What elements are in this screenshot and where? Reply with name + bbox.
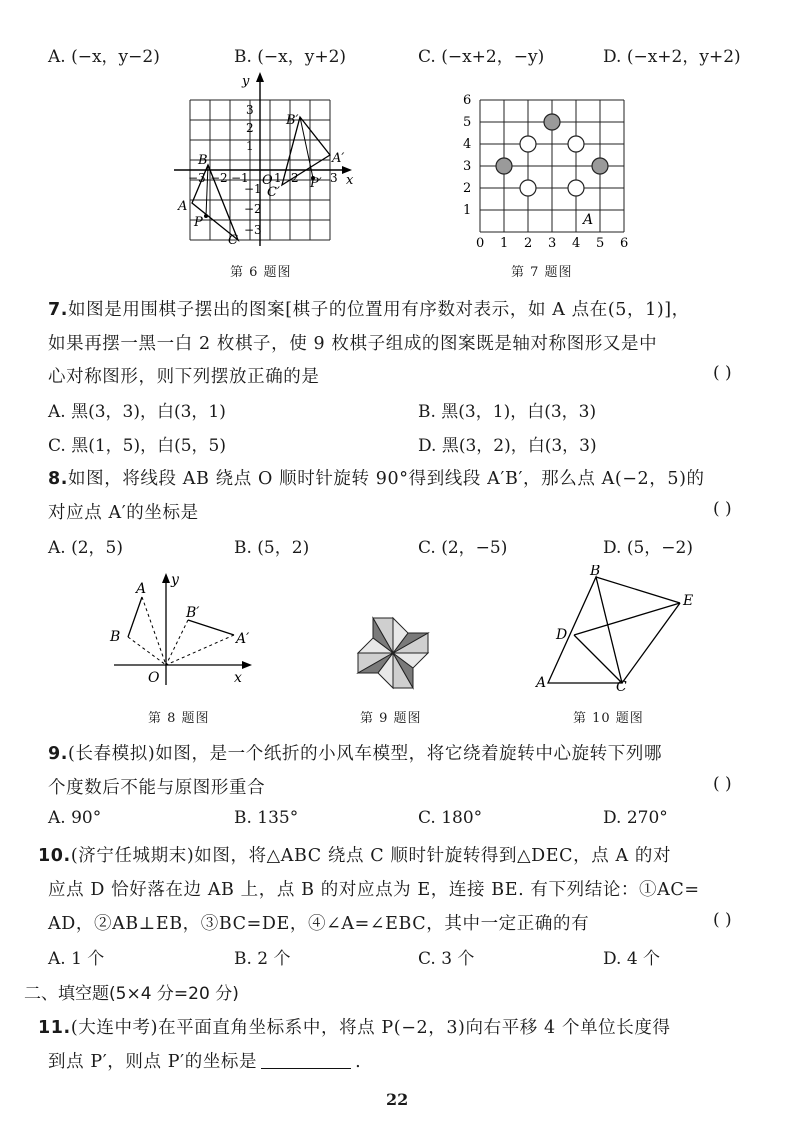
q10-answer-paren[interactable]: ( ) (713, 910, 732, 930)
figure-8-rotation (100, 565, 260, 690)
fig7-x-tick-3: 3 (548, 236, 557, 250)
q9-text-1: (长春模拟)如图，是一个纸折的小风车模型，将它绕着旋转中心旋转下列哪 (68, 744, 663, 764)
q7-line-3: 心对称图形，则下列摆放正确的是 (48, 367, 320, 387)
fig8-b1-label: B′ (186, 605, 200, 621)
fig10-b-label: B (590, 565, 601, 579)
figure-6-coordinate-grid (170, 70, 360, 250)
fig6-y2: 2 (246, 121, 254, 135)
q7-option-c: C. 黑(1，5)，白(5，5) (48, 436, 227, 456)
fig6-a-label: A (178, 199, 188, 214)
q10-option-d: D. 4 个 (603, 949, 661, 969)
fig10-a-label: A (536, 675, 547, 691)
q8-line-2: 对应点 A′的坐标是 (48, 503, 199, 523)
fig7-a-label: A (583, 212, 594, 228)
fig6-y-label: y (242, 74, 250, 89)
fig7-y-tick-1: 1 (463, 203, 472, 218)
q11-answer-blank[interactable] (261, 1067, 351, 1069)
q7-answer-paren[interactable]: ( ) (713, 363, 732, 383)
q9-option-c: C. 180° (418, 808, 483, 828)
fig6-xm1: −1 (231, 171, 249, 185)
q9-option-d: D. 270° (603, 808, 668, 828)
section-2-title: 二、填空题(5×4 分=20 分) (24, 984, 239, 1004)
figure-8-caption: 第 8 题图 (148, 711, 210, 726)
fig8-o-label: O (148, 670, 160, 686)
fig6-ym3: −3 (244, 223, 262, 237)
q7-text-1: 如图是用围棋子摆出的图案[棋子的位置用有序数对表示，如 A 点在(5，1)]， (68, 300, 690, 320)
fig8-a1-label: A′ (236, 631, 250, 647)
q6-option-d: D. (−x+2，y+2) (603, 47, 741, 67)
figure-10-caption: 第 10 题图 (573, 711, 644, 726)
q7-option-b: B. 黑(3，1)，白(3，3) (418, 402, 597, 422)
fig7-y-tick-5: 5 (463, 115, 472, 130)
q9-answer-paren[interactable]: ( ) (713, 774, 732, 794)
figure-7-go-board (455, 90, 635, 250)
fig6-xm3: −3 (188, 171, 206, 185)
q7-number: 7. (48, 300, 69, 320)
q10-line-3: AD，②AB⊥EB，③BC=DE，④∠A=∠EBC，其中一定正确的有 (48, 914, 590, 934)
fig6-ym1: −1 (244, 182, 262, 196)
q11-number: 11. (38, 1018, 71, 1038)
q10-option-c: C. 3 个 (418, 949, 475, 969)
q9-line-2: 个度数后不能与原图形重合 (48, 778, 266, 798)
q9-line-1 (48, 740, 662, 765)
fig6-b-label: B (198, 153, 208, 168)
q11-text-2: 到点 P′，则点 P′的坐标是 (48, 1052, 258, 1072)
q6-option-a: A. (−x，y−2) (48, 47, 160, 67)
fig7-x-tick-1: 1 (500, 236, 509, 250)
fig10-e-label: E (683, 593, 694, 609)
fig8-a-label: A (136, 581, 147, 597)
fig6-c-label: C (228, 233, 238, 248)
fig6-xm2: −2 (210, 171, 228, 185)
q8-answer-paren[interactable]: ( ) (713, 499, 732, 519)
q9-number: 9. (48, 744, 69, 764)
fig8-y-label: y (171, 572, 179, 588)
q8-option-d: D. (5，−2) (603, 538, 693, 558)
fig7-y-tick-2: 2 (463, 181, 472, 196)
q11-text-1: (大连中考)在平面直角坐标系中，将点 P(−2，3)向右平移 4 个单位长度得 (70, 1018, 671, 1038)
q11-line-2 (48, 1048, 361, 1073)
q11-tail: . (355, 1052, 362, 1072)
fig6-b1-label: B′ (286, 113, 299, 128)
fig10-d-label: D (556, 627, 568, 643)
fig6-y1: 1 (246, 139, 254, 153)
fig8-x-label: x (234, 670, 242, 686)
figure-6-caption: 第 6 题图 (230, 265, 292, 280)
fig7-y-tick-4: 4 (463, 137, 472, 152)
fig7-x-tick-2: 2 (524, 236, 533, 250)
q8-text-1: 如图，将线段 AB 绕点 O 顺时针旋转 90°得到线段 A′B′，那么点 A(−2，5)的 (68, 469, 705, 489)
fig6-p-label: P (194, 215, 203, 230)
q10-option-b: B. 2 个 (234, 949, 291, 969)
q11-line-1 (38, 1014, 671, 1039)
q9-option-a: A. 90° (48, 808, 102, 828)
fig7-x-tick-4: 4 (572, 236, 581, 250)
q7-line-2: 如果再摆一黑一白 2 枚棋子，使 9 枚棋子组成的图案既是轴对称图形又是中 (48, 334, 658, 354)
fig7-x-tick-5: 5 (596, 236, 605, 250)
fig6-a1-label: A′ (332, 151, 345, 166)
q6-option-b: B. (−x，y+2) (234, 47, 347, 67)
q8-option-c: C. (2，−5) (418, 538, 508, 558)
q10-number: 10. (38, 846, 71, 866)
fig6-x-label: x (346, 173, 354, 188)
fig8-b-label: B (110, 629, 121, 645)
q7-line-1 (48, 296, 690, 321)
page-number: 22 (386, 1090, 409, 1109)
q8-number: 8. (48, 469, 69, 489)
q8-option-a: A. (2，5) (48, 538, 123, 558)
q10-line-2: 应点 D 恰好落在边 AB 上，点 B 的对应点为 E，连接 BE. 有下列结论：①AC= (48, 880, 700, 900)
q8-line-1 (48, 465, 705, 490)
figure-10-triangles (530, 565, 710, 695)
q10-text-1: (济宁任城期末)如图，将△ABC 绕点 C 顺时针旋转得到△DEC，点 A 的对 (70, 846, 672, 866)
fig6-ym2: −2 (244, 202, 262, 216)
q10-option-a: A. 1 个 (48, 949, 105, 969)
fig6-p1-label: P′ (310, 176, 322, 191)
q10-line-1 (38, 842, 671, 867)
fig7-x-tick-6: 6 (620, 236, 629, 250)
fig7-y-tick-6: 6 (463, 93, 472, 108)
q9-option-b: B. 135° (234, 808, 299, 828)
fig7-x-tick-0: 0 (476, 236, 485, 250)
q6-option-c: C. (−x+2，−y) (418, 47, 545, 67)
fig10-c-label: C (616, 679, 627, 695)
figure-9-caption: 第 9 题图 (360, 711, 422, 726)
q7-option-a: A. 黑(3，3)，白(3，1) (48, 402, 226, 422)
figure-9-pinwheel (350, 610, 436, 696)
fig7-y-tick-3: 3 (463, 159, 472, 174)
fig6-x1: 1 (274, 171, 282, 185)
fig6-origin-label: O (262, 173, 273, 188)
q7-option-d: D. 黑(3，2)，白(3，3) (418, 436, 597, 456)
fig6-x3: 3 (330, 171, 338, 185)
fig6-y3: 3 (246, 103, 254, 117)
figure-7-caption: 第 7 题图 (511, 265, 573, 280)
fig6-c1-label: C′ (267, 185, 280, 200)
fig6-x2: 2 (291, 171, 299, 185)
q8-option-b: B. (5，2) (234, 538, 310, 558)
